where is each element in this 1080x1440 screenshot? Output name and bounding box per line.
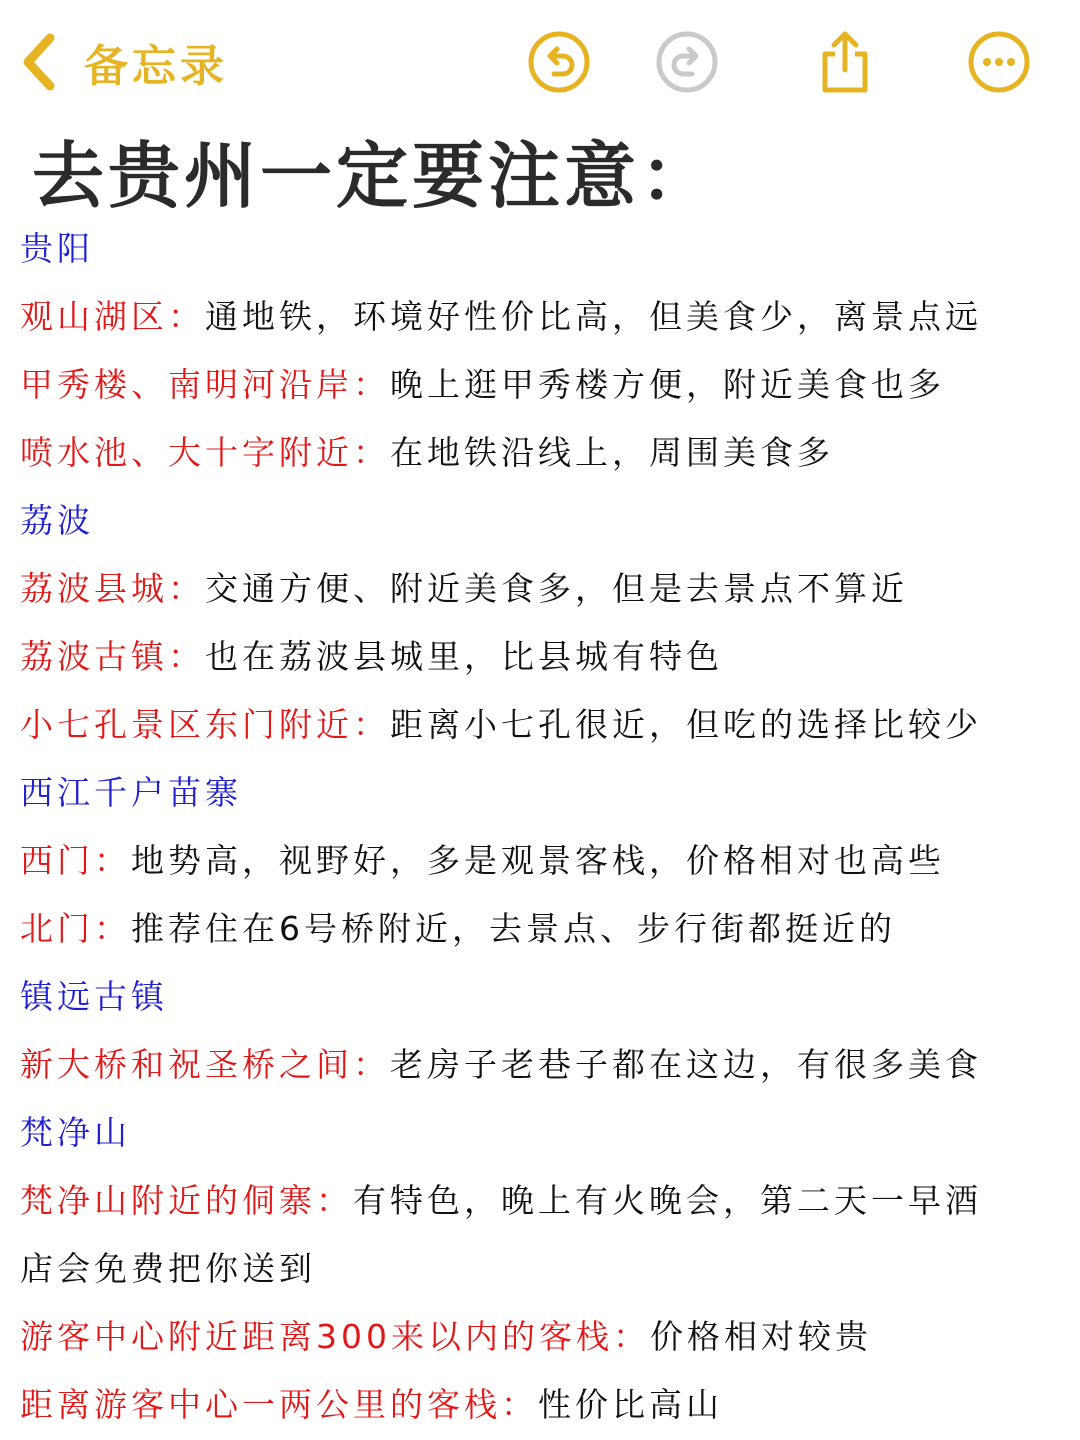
section-label: 西江千户苗寨 (20, 773, 242, 812)
line-key: 北门： (20, 909, 131, 948)
line-key: 小七孔景区东门附近： (20, 705, 390, 744)
share-button[interactable] (813, 30, 877, 94)
line-value: 在地铁沿线上，周围美食多 (390, 433, 834, 472)
line-value: 店会免费把你送到 (20, 1249, 316, 1288)
line-value: 地势高，视野好，多是观景客栈，价格相对也高些 (131, 841, 945, 880)
line-value: 距离小七孔很近，但吃的选择比较少 (390, 705, 982, 744)
line-key: 距离游客中心一两公里的客栈： (20, 1385, 538, 1424)
navigation-bar (0, 0, 1080, 120)
line-key: 甲秀楼、南明河沿岸： (20, 365, 390, 404)
note-line (20, 555, 1060, 623)
section-label: 贵阳 (20, 229, 94, 268)
line-value: 有特色，晚上有火晚会，第二天一早酒 (353, 1181, 982, 1220)
note-line (20, 419, 1060, 487)
note-line (20, 1167, 1060, 1235)
note-line (20, 623, 1060, 691)
section-label: 荔波 (20, 501, 94, 540)
section-heading (20, 1099, 1060, 1167)
line-key: 荔波古镇： (20, 637, 205, 676)
line-value: 晚上逛甲秀楼方便，附近美食也多 (390, 365, 945, 404)
line-value: 推荐住在6号桥附近，去景点、步行街都挺近的 (131, 909, 896, 948)
line-value: 价格相对较贵 (650, 1317, 872, 1356)
section-heading (20, 759, 1060, 827)
chevron-left-icon (18, 30, 58, 94)
more-button[interactable] (967, 30, 1031, 94)
line-key: 观山湖区： (20, 297, 205, 336)
note-line (20, 283, 1060, 351)
line-value: 性价比高山 (538, 1385, 723, 1424)
undo-button[interactable] (527, 30, 591, 94)
line-value: 也在荔波县城里，比县城有特色 (205, 637, 723, 676)
note-line (20, 351, 1060, 419)
note-line (20, 895, 1060, 963)
line-value: 老房子老巷子都在这边，有很多美食 (390, 1045, 982, 1084)
section-heading (20, 963, 1060, 1031)
note-line (20, 1303, 1060, 1371)
undo-icon (527, 30, 591, 94)
note-line (20, 1031, 1060, 1099)
note-line (20, 827, 1060, 895)
line-key: 西门： (20, 841, 131, 880)
section-heading (20, 487, 1060, 555)
back-label: 备忘录 (84, 41, 228, 92)
line-key: 新大桥和祝圣桥之间： (20, 1045, 390, 1084)
line-key: 荔波县城： (20, 569, 205, 608)
line-key: 喷水池、大十字附近： (20, 433, 390, 472)
note-line (20, 691, 1060, 759)
section-heading (20, 215, 1060, 283)
line-value: 交通方便、附近美食多，但是去景点不算近 (205, 569, 908, 608)
line-key: 游客中心附近距离300来以内的客栈： (20, 1317, 650, 1356)
more-icon (967, 30, 1031, 94)
note-body[interactable] (20, 215, 1060, 1439)
redo-icon (655, 30, 719, 94)
share-icon (813, 30, 877, 94)
section-label: 梵净山 (20, 1113, 131, 1152)
note-title: 去贵州一定要注意： (32, 134, 717, 218)
line-key: 梵净山附近的侗寨： (20, 1181, 353, 1220)
line-value: 通地铁，环境好性价比高，但美食少，离景点远 (205, 297, 982, 336)
redo-button[interactable] (655, 30, 719, 94)
note-line-continuation (20, 1235, 1060, 1303)
section-label: 镇远古镇 (20, 977, 168, 1016)
back-button[interactable] (18, 26, 228, 98)
note-line (20, 1371, 1060, 1439)
